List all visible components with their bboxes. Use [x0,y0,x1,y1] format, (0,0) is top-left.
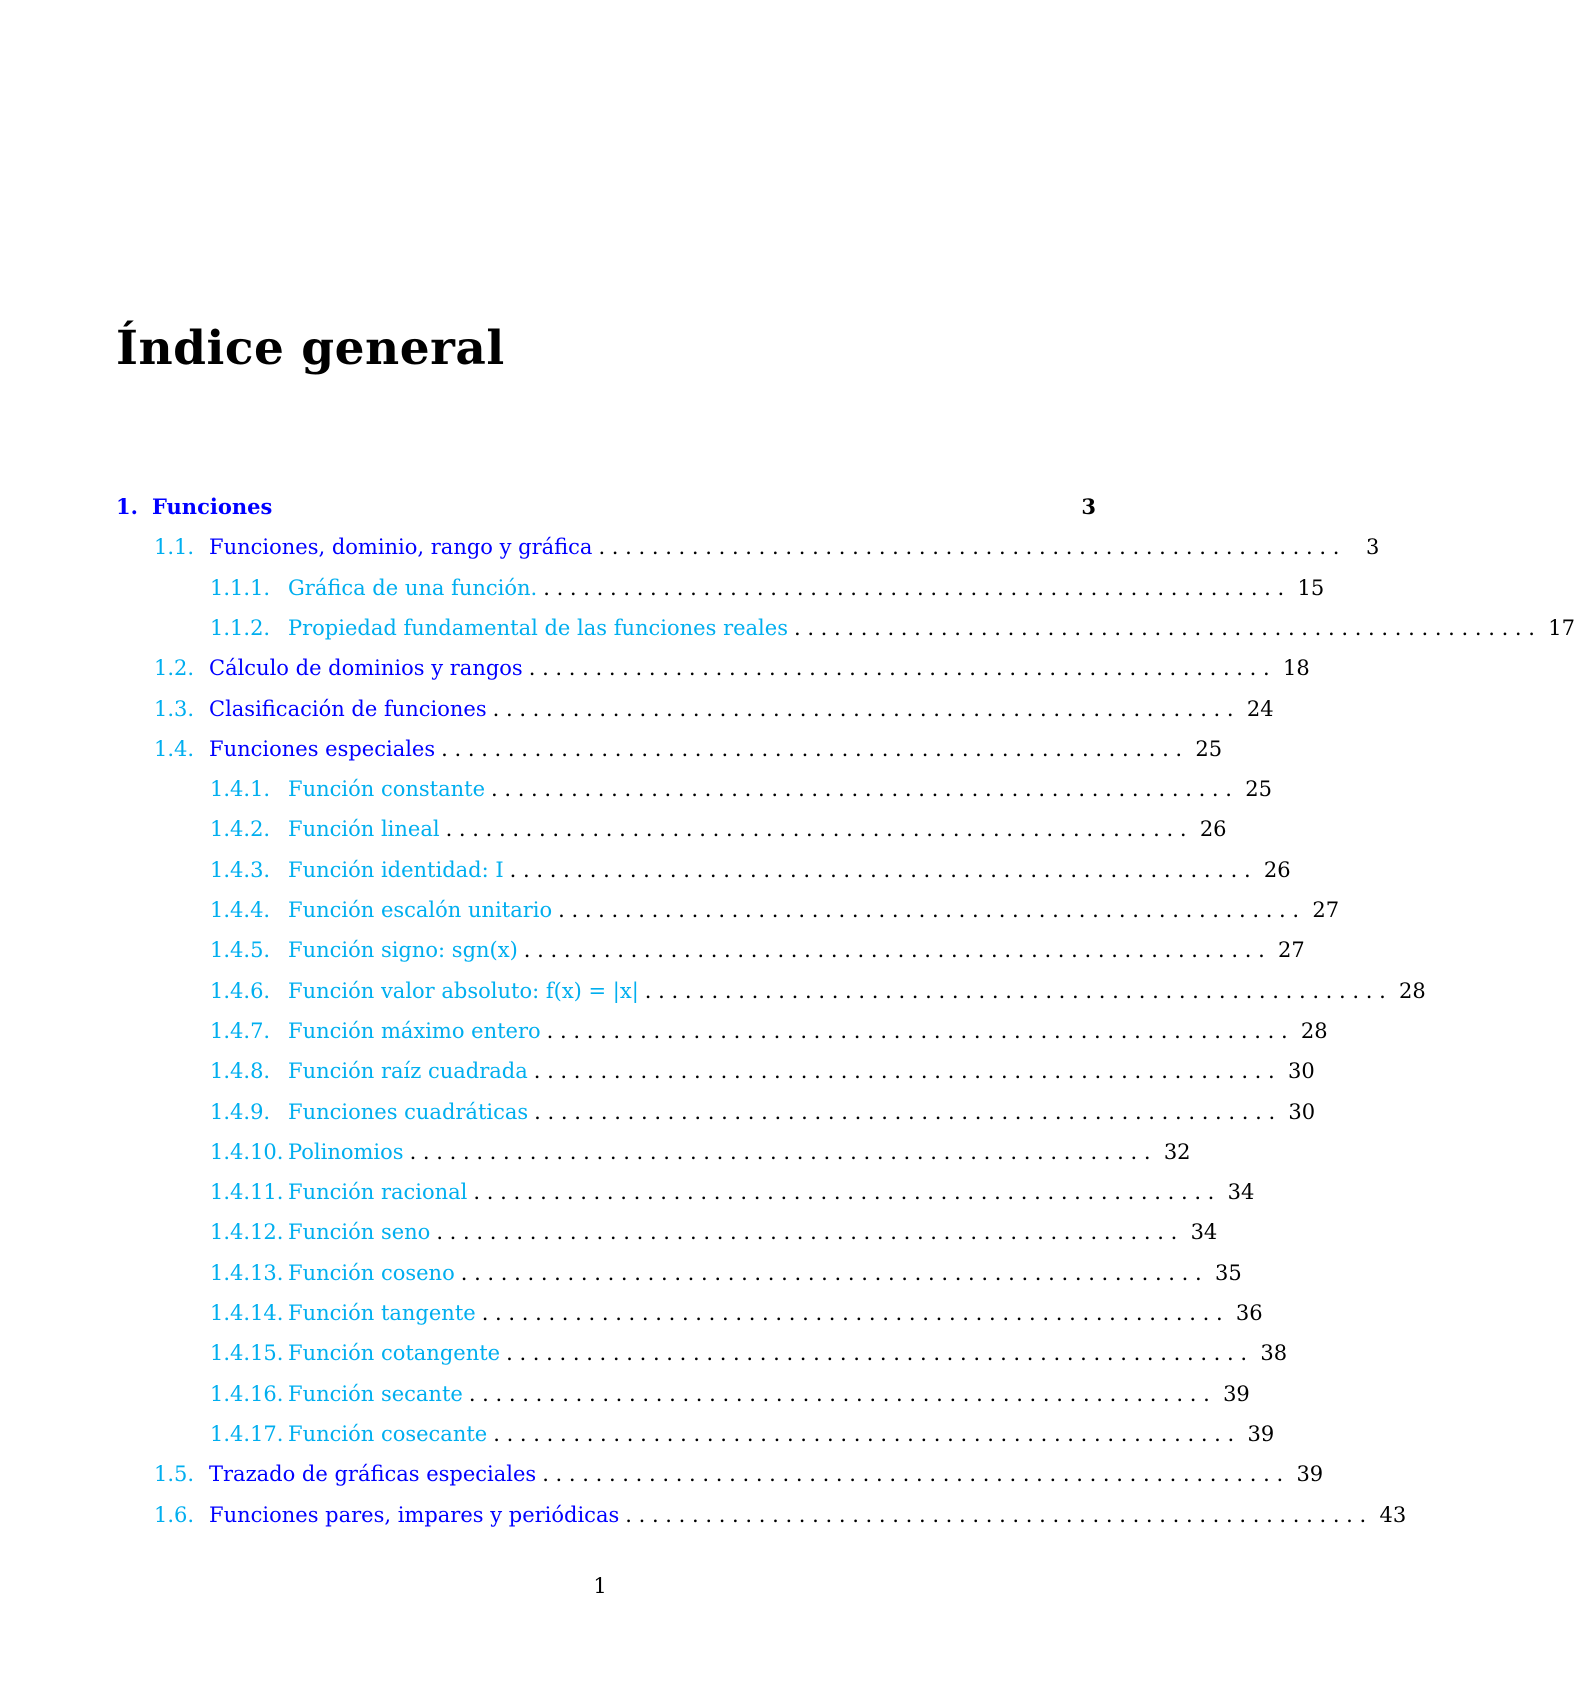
toc-entry-page: 26 [1199,817,1227,842]
toc-entry-title-link[interactable]: Propiedad fundamental de las funciones reales [288,615,788,640]
toc-dot-leader: . . . . . . . . . . . . . . . . . . . . . . . . . . . . . . . . . . . . . . . . . . . . . . . . . . . . . . . . [534,1099,1276,1124]
toc-entry-section[interactable] [116,532,1380,562]
toc-entry-sub[interactable] [116,1338,1288,1368]
toc-entry-title-link[interactable]: Función identidad: I [288,857,504,882]
toc-dot-leader: . . . . . . . . . . . . . . . . . . . . . . . . . . . . . . . . . . . . . . . . . . . . . . . . . . . . . . . . [506,1341,1248,1366]
toc-dot-leader: . . . . . . . . . . . . . . . . . . . . . . . . . . . . . . . . . . . . . . . . . . . . . . . . . . . . . . . . [625,1502,1367,1527]
toc-dot-leader: . . . . . . . . . . . . . . . . . . . . . . . . . . . . . . . . . . . . . . . . . . . . . . . . . . . . . . . . [409,1139,1151,1164]
toc-entry-number: 1.4.10. [210,1139,284,1164]
toc-entry-sub[interactable] [116,976,1426,1006]
toc-entry-page: 39 [1296,1462,1324,1487]
toc-entry-number: 1.2. [154,656,195,681]
toc-entry-title-link[interactable]: Trazado de gráficas especiales [209,1462,537,1487]
toc-entry-title-link[interactable]: Función máximo entero [288,1018,541,1043]
toc-entry-page: 38 [1260,1341,1288,1366]
toc-entry-page: 39 [1223,1381,1250,1406]
toc-entry-section[interactable] [116,653,1310,683]
toc-entry-page: 3 [1081,494,1096,519]
toc-entry-title-link[interactable]: Clasificación de funciones [209,696,487,721]
toc-entry-title-link[interactable]: Cálculo de dominios y rangos [209,656,523,681]
toc-entry-sub[interactable] [116,895,1340,925]
toc-entry-sub[interactable] [116,1056,1315,1086]
toc-entry-page: 28 [1300,1018,1328,1043]
toc-entry-sub[interactable] [116,613,1575,643]
toc-entry-sub[interactable] [116,774,1272,804]
toc-dot-leader: . . . . . . . . . . . . . . . . . . . . . . . . . . . . . . . . . . . . . . . . . . . . . . . . . . . . . . . . [493,1421,1235,1446]
toc-entry-number: 1.6. [154,1502,195,1527]
toc-entry-number: 1.1.1. [210,575,271,600]
toc-entry-section[interactable] [116,734,1223,764]
toc-entry-number: 1.4.2. [210,817,271,842]
toc-entry-number: 1. [116,494,138,519]
toc-entry-sub[interactable] [116,1217,1218,1247]
toc-dot-leader: . . . . . . . . . . . . . . . . . . . . . . . . . . . . . . . . . . . . . . . . . . . . . . . . . . . . . . . . [445,817,1187,842]
toc-entry-sub[interactable] [116,1379,1250,1409]
toc-entry-title-link[interactable]: Función seno [288,1220,431,1245]
page-number: 1 [593,1574,607,1598]
toc-entry-title-link[interactable]: Función tangente [288,1301,476,1325]
toc-dot-leader: . . . . . . . . . . . . . . . . . . . . . . . . . . . . . . . . . . . . . . . . . . . . . . . . . . . . . . . . [546,1018,1288,1043]
toc-dot-leader: . . . . . . . . . . . . . . . . . . . . . . . . . . . . . . . . . . . . . . . . . . . . . . . . . . . . . . . . [533,1059,1275,1084]
toc-entry-sub[interactable] [116,855,1291,885]
toc-entry-page: 43 [1379,1502,1407,1527]
toc-dot-leader: . . . . . . . . . . . . . . . . . . . . . . . . . . . . . . . . . . . . . . . . . . . . . . . . . . . . . . . . [558,898,1300,922]
toc-entry-number: 1.4.12. [210,1220,284,1245]
toc-entry-sub[interactable] [116,1137,1191,1167]
toc-entry-title-link[interactable]: Funciones [152,494,273,519]
toc-dot-leader: . . . . . . . . . . . . . . . . . . . . . . . . . . . . . . . . . . . . . . . . . . . . . . . . . . . . . . . . [460,1260,1202,1285]
toc-entry-sub[interactable] [116,1177,1255,1207]
toc-dot-leader: . . . . . . . . . . . . . . . . . . . . . . . . . . . . . . . . . . . . . . . . . . . . . . . . . . . . . . . . [542,1462,1284,1487]
toc-dot-leader: . . . . . . . . . . . . . . . . . . . . . . . . . . . . . . . . . . . . . . . . . . . . . . . . . . . . . . . . [644,978,1386,1003]
toc-entry-sub[interactable] [116,1016,1328,1046]
toc-entry-page: 25 [1195,736,1223,761]
toc-entry-number: 1.4.17. [210,1421,284,1446]
toc-entry-number: 1.4.3. [210,857,271,882]
toc-entry-title-link[interactable]: Función cotangente [288,1341,501,1366]
toc-entry-section[interactable] [116,694,1274,724]
toc-entry-page: 15 [1297,575,1325,600]
toc-entry-title-link[interactable]: Funciones especiales [209,736,436,761]
toc-entry-page: 18 [1282,656,1310,681]
toc-entry-title-link[interactable]: Polinomios [288,1139,404,1164]
toc-entry-number: 1.1.2. [210,615,271,640]
toc-entry-number: 1.4.7. [210,1018,271,1043]
toc-entry-number: 1.4.4. [210,898,271,922]
toc-dot-leader: . . . . . . . . . . . . . . . . . . . . . . . . . . . . . . . . . . . . . . . . . . . . . . . . . . . . . . . . [543,575,1285,600]
toc-entry-number: 1.5. [154,1462,195,1487]
toc-entry-page: 26 [1263,857,1291,882]
toc-entry-sub[interactable] [116,1258,1242,1288]
toc-entry-page: 39 [1247,1421,1275,1446]
toc-dot-leader: . . . . . . . . . . . . . . . . . . . . . . . . . . . . . . . . . . . . . . . . . . . . . . . . . . . . . . . . [793,615,1535,640]
toc-entry-page: 30 [1288,1099,1316,1124]
toc-dot-leader: . . . . . . . . . . . . . . . . . . . . . . . . . . . . . . . . . . . . . . . . . . . . . . . . . . . . . . . . [473,1180,1215,1205]
toc-entry-number: 1.4.5. [210,938,271,963]
toc-dot-leader: . . . . . . . . . . . . . . . . . . . . . . . . . . . . . . . . . . . . . . . . . . . . . . . . . . . . . . . . [492,696,1234,721]
toc-dot-leader: . . . . . . . . . . . . . . . . . . . . . . . . . . . . . . . . . . . . . . . . . . . . . . . . . . . . . . . . [509,857,1251,882]
toc-entry-number: 1.1. [154,535,195,560]
toc-entry-page: 35 [1214,1260,1242,1285]
toc-entry-page: 34 [1227,1180,1255,1205]
toc-entry-number: 1.4.16. [210,1381,284,1406]
toc-entry-title-link[interactable]: Función constante [288,777,485,802]
toc-entry-section[interactable] [116,1500,1407,1530]
toc-entry-sub[interactable] [116,1097,1316,1127]
toc-entry-number: 1.4.6. [210,978,271,1003]
toc-entry-page: 34 [1190,1220,1218,1245]
toc-entry-sub[interactable] [116,1298,1263,1328]
toc-entry-title-link[interactable]: Funciones, dominio, rango y gráfica [209,535,593,560]
toc-entry-title-link[interactable]: Función lineal [288,817,440,842]
toc-entry-title-link[interactable]: Función coseno [288,1260,455,1285]
toc-entry-chapter[interactable] [116,492,1096,522]
toc-entry-title-link[interactable]: Gráfica de una función. [288,575,538,600]
toc-entry-page: 28 [1399,978,1426,1003]
toc-entry-title-link[interactable]: Función cosecante [288,1421,488,1446]
toc-dot-leader: . . . . . . . . . . . . . . . . . . . . . . . . . . . . . . . . . . . . . . . . . . . . . . . . . . . . . . . . [491,777,1232,802]
toc-entry-sub[interactable] [116,814,1227,844]
page-title: Índice general [116,321,505,376]
toc-entry-page: 30 [1287,1059,1315,1084]
toc-entry-title-link[interactable]: Función escalón unitario [288,898,553,922]
toc-entry-page: 25 [1245,777,1272,802]
toc-entry-number: 1.4.13. [210,1260,284,1285]
toc-entry-sub[interactable] [116,573,1325,603]
toc-entry-section[interactable] [116,1459,1324,1489]
toc-entry-sub[interactable] [116,935,1305,965]
toc-entry-title-link[interactable]: Función signo: sgn(x) [288,938,518,963]
toc-entry-page: 27 [1312,898,1340,922]
toc-entry-title-link[interactable]: Funciones pares, impares y periódicas [209,1502,620,1527]
toc-entry-title-link[interactable]: Función racional [288,1180,468,1205]
toc-entry-title-link[interactable]: Funciones cuadráticas [288,1099,529,1124]
toc-dot-leader: . . . . . . . . . . . . . . . . . . . . . . . . . . . . . . . . . . . . . . . . . . . . . . . . . . . . . . . . [528,656,1270,681]
toc-entry-title-link[interactable]: Función valor absoluto: f(x) = |x| [288,978,639,1003]
toc-entry-page: 32 [1163,1139,1191,1164]
toc-dot-leader: . . . . . . . . . . . . . . . . . . . . . . . . . . . . . . . . . . . . . . . . . . . . . . . . . . . . . . . . [441,736,1183,761]
toc-entry-number: 1.4.1. [210,777,271,802]
toc-entry-page: 24 [1246,696,1274,721]
toc-dot-leader: . . . . . . . . . . . . . . . . . . . . . . . . . . . . . . . . . . . . . . . . . . . . . . . . . . . . . . . . [436,1220,1178,1245]
toc-dot-leader: . . . . . . . . . . . . . . . . . . . . . . . . . . . . . . . . . . . . . . . . . . . . . . . . . . . . . . . . [598,535,1340,560]
toc-entry-page: 27 [1278,938,1305,963]
toc-entry-title-link[interactable]: Función secante [288,1381,463,1406]
toc-entry-title-link[interactable]: Función raíz cuadrada [288,1059,528,1084]
toc-entry-number: 1.4. [154,736,195,761]
toc-entry-number: 1.4.11. [210,1180,284,1205]
toc-dot-leader: . . . . . . . . . . . . . . . . . . . . . . . . . . . . . . . . . . . . . . . . . . . . . . . . . . . . . . . . [481,1301,1223,1325]
toc-entry-number: 1.4.15. [210,1341,284,1366]
toc-entry-page: 36 [1235,1301,1263,1325]
toc-entry-number: 1.4.14. [210,1301,284,1325]
toc-entry-number: 1.4.9. [210,1099,271,1124]
toc-entry-page: 17 [1548,615,1575,640]
toc-entry-number: 1.4.8. [210,1059,271,1084]
toc-entry-number: 1.3. [154,696,195,721]
toc-dot-leader: . . . . . . . . . . . . . . . . . . . . . . . . . . . . . . . . . . . . . . . . . . . . . . . . . . . . . . . . [468,1381,1210,1406]
toc-dot-leader: . . . . . . . . . . . . . . . . . . . . . . . . . . . . . . . . . . . . . . . . . . . . . . . . . . . . . . . . [523,938,1265,963]
toc-entry-sub[interactable] [116,1419,1275,1449]
toc-entry-page: 3 [1366,535,1380,560]
